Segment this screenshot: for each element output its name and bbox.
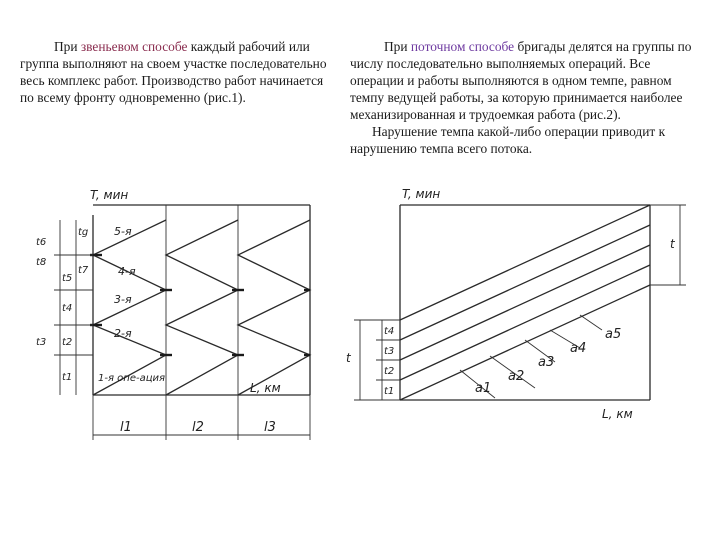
fig2-left-label: t (346, 351, 351, 365)
fig1-zigzag-2 (166, 220, 238, 395)
fig1-segment-label-3: l3 (264, 420, 276, 435)
fig1-time-label: t3 (36, 337, 47, 348)
fig1-segment-label-1: l1 (120, 420, 132, 435)
fig2-time-label-t1: t1 (384, 386, 395, 397)
fig1-operation-label-4: 4-я (118, 265, 136, 278)
fig1-zigzag-1 (93, 220, 166, 395)
fig1-time-label: t1 (62, 372, 73, 383)
fig2-hatch (580, 315, 602, 330)
fig1-operation-label-3: 3-я (114, 293, 132, 306)
fig2-line-label-a5: a5 (605, 327, 622, 342)
fig1-y-axis-label: T, мин (90, 188, 129, 202)
fig2-time-label-t4: t4 (384, 326, 395, 337)
fig1-time-label: t5 (62, 273, 73, 284)
right-text-after: бригады делятся на группы по числу последовательно выполняемых операций. Все операции и работы выполняются в одном темпе, равном темпу ведущей работы, за которую принимается наиболее механизированная и трудоемкая работа (рис.2). (350, 39, 692, 122)
fig1-operation-label-2: 2-я (114, 327, 132, 340)
fig1-segment-label-2: l2 (192, 420, 204, 435)
figure-flow-diagram (340, 180, 690, 425)
zvenevoy-method-term: звеньевом способе (80, 39, 188, 54)
fig2-x-axis-label: L, км (602, 407, 633, 421)
zvenevoy-method-paragraph (20, 38, 338, 106)
fig2-right-label: t (670, 237, 675, 251)
fig2-line-label-a4: a4 (570, 341, 587, 356)
flow-method-term: поточном способе (410, 39, 515, 54)
figure-zvenevoy-diagram (18, 185, 328, 465)
fig2-y-axis-label: T, мин (402, 187, 441, 201)
fig1-time-label: t6 (36, 237, 47, 248)
fig2-line-label-a1: a1 (475, 381, 492, 396)
fig1-operation-label-5: 5-я (114, 225, 132, 238)
fig2-time-label-t3: t3 (384, 346, 395, 357)
fig1-time-label: t8 (36, 257, 47, 268)
fig2-line-label-a2: a2 (508, 369, 525, 384)
fig2-time-label-t2: t2 (384, 366, 395, 377)
fig1-time-label: t4 (62, 303, 73, 314)
fig1-zigzag-3 (238, 220, 310, 395)
fig2-line-label-a3: a3 (538, 355, 555, 370)
fig1-time-label: t7 (78, 265, 89, 276)
fig1-x-axis-label: L, км (250, 381, 281, 395)
flow-method-paragraph (350, 38, 700, 157)
tempo-violation-text: Нарушение темпа какой-либо операции приводит к нарушению темпа всего потока. (350, 124, 666, 156)
right-text-before: При (384, 39, 411, 54)
fig1-time-label: tg (78, 227, 89, 238)
fig1-operation-label-1: 1-я опе-ация (98, 373, 166, 384)
fig1-time-label: t2 (62, 337, 73, 348)
left-text-after: каждый рабочий или группа выполняют на своем участке последовательно весь комплекс работ. Производство работ начинается по всему фронту одновременно (рис.1). (20, 39, 327, 105)
left-text-before: При (54, 39, 81, 54)
